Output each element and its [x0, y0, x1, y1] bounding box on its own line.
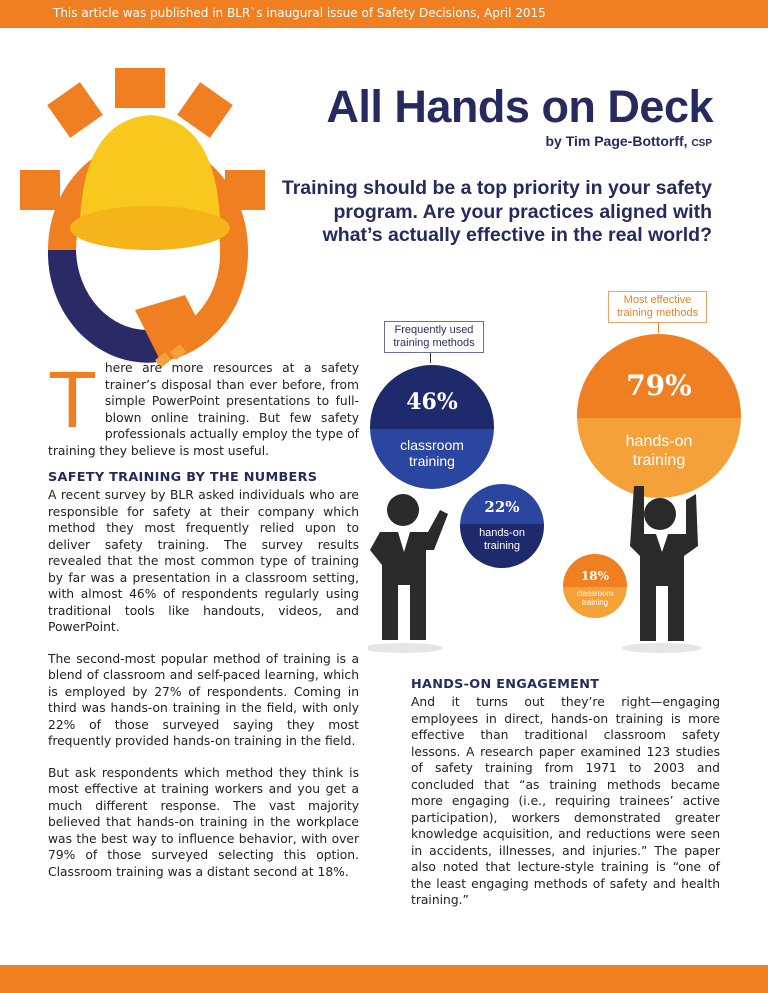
circle-22-hands-on — [460, 484, 544, 568]
label-46: classroom training — [400, 437, 464, 469]
paragraph: A recent survey by BLR asked individuals who are responsible for safety at their company which method they most frequently relied upon to deliver safety training. The survey results revealed that the most common type of training by far was a presentation in a classroom setting, with almost 46% of respondents regularly using traditional tools like handouts, videos, and PowerPoint. — [48, 488, 359, 634]
connector-line — [430, 353, 431, 363]
top-banner — [0, 0, 768, 28]
businessman-lifting-figure — [612, 486, 712, 656]
paragraph: But ask respondents which method they think is most effective at training workers and you get a much different response. The vast majority believed that hands-on training in the workplace was the best way to influence behavior, with over 79% of those surveyed selecting this option. Classroom training was a distant second at 18%. — [48, 765, 359, 879]
paragraph: The second-most popular method of training is a blend of classroom and self-paced learning, which is employed by 27% of respondents. Coming in third was hands-on training in the field, with only 22% of those surveyed saying they most frequently provided hands-on training in the field. — [48, 651, 359, 748]
article-title: All Hands on Deck — [326, 81, 713, 132]
right-column — [411, 677, 720, 924]
bottom-bar — [0, 965, 768, 993]
paragraph: And it turns out they’re right—engaging employees in direct, hands-on training is more effective than traditional classroom safety lessons. A research paper examined 123 studies of safety training from 1971 to 2003 and concluded that “as training methods became more engaging (i.e., requiring trainees’ active participation), workers demonstrated greater knowledge acquisition, and reductions were seen in accidents, illnesses, and injuries.” The paper also noted that lecture-style training is “one of the least engaging methods of safety and health training.” — [411, 695, 720, 907]
gear-hardhat-handshake-logo — [20, 60, 290, 380]
drop-cap: T — [48, 355, 97, 444]
label-most-effective: Most effective training methods — [608, 291, 707, 323]
pct-79: 79% — [626, 369, 692, 402]
left-column — [48, 355, 359, 895]
section-heading-engagement: HANDS-ON ENGAGEMENT — [411, 677, 600, 692]
connector-line — [658, 323, 659, 333]
businessman-pointing-figure — [368, 490, 468, 655]
pct-18: 18% — [580, 569, 610, 583]
section-heading-numbers: SAFETY TRAINING BY THE NUMBERS — [48, 470, 318, 485]
circle-79-hands-on — [577, 334, 741, 498]
label-18: classroom training — [576, 589, 614, 607]
author: by Tim Page-Bottorff, — [545, 133, 688, 149]
intro-paragraph — [48, 355, 359, 459]
pct-46: 46% — [406, 389, 458, 415]
label-frequently-used: Frequently used training methods — [384, 321, 484, 353]
label-79: hands-on training — [625, 433, 693, 469]
byline — [545, 133, 712, 152]
circle-46-classroom — [370, 365, 494, 489]
banner-text: This article was published in BLR`s inaugural issue of Safety Decisions, April 2015 — [53, 6, 546, 20]
intro-text: here are more resources at a safety trainer’s disposal than ever before, from simple PowerPoint presentations to full-blown online training. But few safety professionals actually employ the type of training they believe is most useful. — [48, 361, 359, 458]
label-22: hands-on training — [479, 527, 525, 552]
pct-22: 22% — [484, 498, 520, 516]
deck-subtitle: Training should be a top priority in your safety program. Are your practices aligned with what’s actually effective in the real world? — [281, 177, 712, 246]
credential: CSP — [691, 138, 712, 149]
